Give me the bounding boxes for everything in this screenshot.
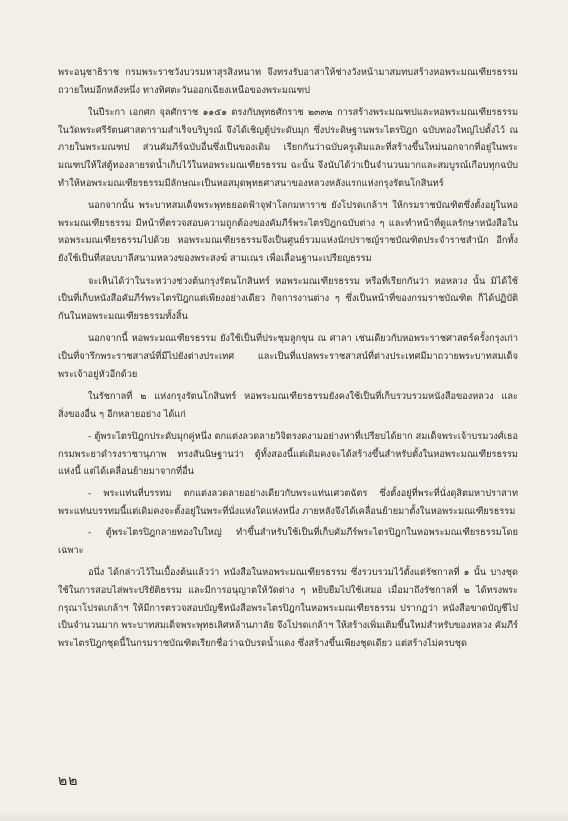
paragraph-1: พระอนุชาธิราช กรมพระราชวังบวรมหาสุรสิงหนาท จึงทรงรับอาสาให้ช่างวังหน้ามาสมทบสร้างหอพระมณเฑียรธรรมถวายใหม่อีกหลังหนึ่ง ทางทิศตะวันออกเฉียงเหนือของพระมณฑป <box>58 67 518 96</box>
list-item: - ตู้พระไตรปิฎกประดับมุกคู่หนึ่ง ตกแต่งลวดลายวิจิตรงดงามอย่างหาที่เปรียบได้ยาก สมเด็จพระเจ้าบรมวงศ์เธอ กรมพระยาดำรงราชานุภาพ ทรงสันนิษฐานว่า ตู้ทั้งสองนี้แต่เดิมคงจะได้สร้างขึ้นสำหรับตั้งในหอพระมณเฑียรธรรมแห่งนี้ แต่ได้เคลื่อนย้ายมาจากที่อื่น <box>58 431 518 478</box>
page-edge-shadow <box>0 811 568 821</box>
paragraph-6: ในรัชกาลที่ ๒ แห่งกรุงรัตนโกสินทร์ หอพระมณเฑียรธรรมยังคงใช้เป็นที่เก็บรวบรวมหนังสือของหลวง และสิ่งของอื่น ๆ อีกหลายอย่าง ได้แก่ <box>58 391 518 420</box>
paragraph-2: ในปีระกา เอกศก จุลศักราช ๑๑๕๑ ตรงกับพุทธศักราช ๒๓๓๒ การสร้างพระมณฑปและหอพระมณเฑียรธรรม ในวัดพระศรีรัตนศาสดารามสำเร็จบริบูรณ์ จึงได้เชิญตู้ประดับมุก ซึ่งประดิษฐานพระไตรปิฎก ฉบับทองใหญ่ไปตั้งไว้ ณ ภายในพระมณฑป ส่วนคัมภีร์ฉบับอื่นซึ่งเป็นของเดิม เรียกกันว่าฉบับครูเดิมและที่สร้างขึ้นใหม่นอกจากที่อยู่ในพระมณฑปให้ใส่ตู้ทองลายรดน้ำเก็บไว้ในหอพระมณเฑียรธรรม ฉะนั้น จึงนับได้ว่าเป็นจำนวนมากและสมบูรณ์เกือบทุกฉบับ ทำให้หอพระมณเฑียรธรรมมีลักษณะเป็นหอสมุดพุทธศาสนาของหลวงหลังแรกแห่งกรุงรัตนโกสินทร์ <box>58 107 518 189</box>
paragraph-5: นอกจากนี้ หอพระมณเฑียรธรรม ยังใช้เป็นที่ประชุมลูกขุน ณ ศาลา เช่นเดียวกับหอพระราชศาสตร์ครั้งกรุงเก่า เป็นที่จารึกพระราชสาสน์ที่มีไปยังต่างประเทศ และเป็นที่แปลพระราชสาสน์ที่ต่างประเทศมีมาถวายพระบาทสมเด็จพระเจ้าอยู่หัวอีกด้วย <box>58 333 518 380</box>
item-list <box>58 428 518 559</box>
list-item: - พระแท่นที่บรรทม ตกแต่งลวดลายอย่างเดียวกับพระแท่นเศวตฉัตร ซึ่งตั้งอยู่ที่พระที่นั่งดุสิตมหาปราสาท พระแท่นบรรทมนี้แต่เดิมคงจะตั้งอยู่ในพระที่นั่งแห่งใดแห่งหนึ่ง ภายหลังจึงได้เคลื่อนย้ายมาตั้งในหอพระมณเฑียรธรรม <box>58 488 518 517</box>
page-number: ๒๒ <box>58 773 79 789</box>
body-text <box>58 64 518 657</box>
list-item: - ตู้พระไตรปิฎกลายทองใบใหญ่ ทำขึ้นสำหรับใช้เป็นที่เก็บคัมภีร์พระไตรปิฎกในหอพระมณเฑียรธรรมโดยเฉพาะ <box>58 527 518 556</box>
closing-paragraph: อนึ่ง ได้กล่าวไว้ในเบื้องต้นแล้วว่า หนังสือในหอพระมณเฑียรธรรม ซึ่งรวบรวมไว้ตั้งแต่รัชกาลที่ ๑ นั้น บางชุดใช้ในการสอบไล่พระปริยัติธรรม และมีการอนุญาตให้วัดต่าง ๆ หยิบยืมไปใช้เสมอ เมื่อมาถึงรัชกาลที่ ๒ ได้ทรงพระกรุณาโปรดเกล้าฯ ให้มีการตรวจสอบบัญชีหนังสือพระไตรปิฎกในหอพระมณเฑียรธรรม ปรากฏว่า หนังสือขาดบัญชีไปเป็นจำนวนมาก พระบาทสมเด็จพระพุทธเลิศหล้านภาลัย จึงโปรดเกล้าฯ ให้สร้างเพิ่มเติมขึ้นใหม่สำหรับของหลวง คัมภีร์พระไตรปิฎกชุดนี้ในกรมราชบัณฑิตเรียกชื่อว่าฉบับรดน้ำแดง ซึ่งสร้างขึ้นเพียงชุดเดียว แต่สร้างไม่ครบชุด <box>58 567 518 649</box>
paragraph-3: นอกจากนั้น พระบาทสมเด็จพระพุทธยอดฟ้าจุฬาโลกมหาราช ยังโปรดเกล้าฯ ให้กรมราชบัณฑิตซึ่งตั้งอยู่ในหอพระมณเฑียรธรรม มีหน้าที่ตรวจสอบความถูกต้องของคัมภีร์พระไตรปิฎกฉบับต่าง ๆ และทำหน้าที่ดูแลรักษาหนังสือในหอพระมณเฑียรธรรมไปด้วย หอพระมณเฑียรธรรมจึงเป็นศูนย์รวมแห่งนักปราชญ์ราชบัณฑิตประจำราชสำนัก อีกทั้งยังใช้เป็นที่สอบบาลีสนามหลวงของพระสงฆ์ สามเณร เพื่อเลื่อนฐานะเปรียญธรรม <box>58 200 518 264</box>
paragraph-4: จะเห็นได้ว่าในระหว่างช่วงต้นกรุงรัตนโกสินทร์ หอพระมณเฑียรธรรม หรือที่เรียกกันว่า หอหลวง นั้น มิได้ใช้เป็นที่เก็บหนังสือคัมภีร์พระไตรปิฎกแต่เพียงอย่างเดียว กิจการงานต่าง ๆ ซึ่งเป็นหน้าที่ของกรมราชบัณฑิต ก็ได้ปฏิบัติกันในหอพระมณเฑียรธรรมทั้งสิ้น <box>58 275 518 322</box>
